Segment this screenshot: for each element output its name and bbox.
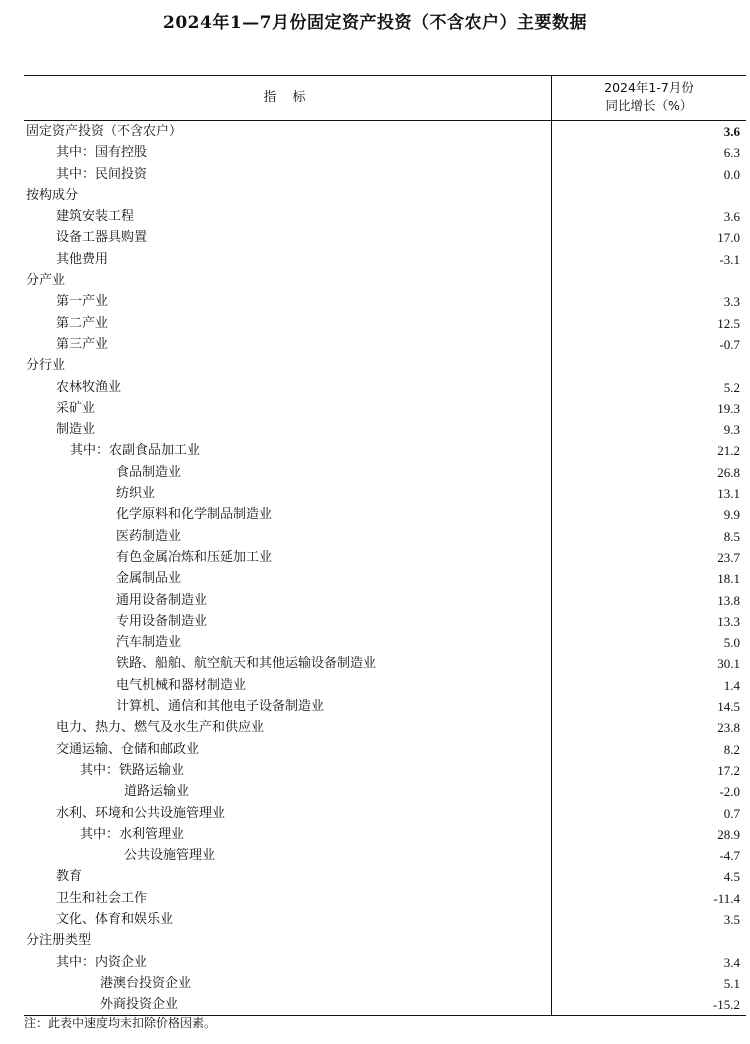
table-row [24,845,746,866]
row-value: 23.7 [717,549,740,565]
row-label: 化学原料和化学制品制造业 [116,507,273,523]
row-label: 建筑安装工程 [56,209,135,225]
row-value: 8.5 [723,528,740,544]
row-value: 0.7 [723,805,740,821]
row-value: 4.5 [723,869,740,885]
row-label: 铁路、船舶、航空航天和其他运输设备制造业 [116,656,377,672]
data-table [24,75,746,1016]
row-value: 5.1 [723,975,740,991]
row-label: 其中：农副食品加工业 [70,443,201,459]
row-label: 通用设备制造业 [116,592,208,608]
row-label: 港澳台投资企业 [100,975,192,991]
row-label: 水利、环境和公共设施管理业 [56,805,226,821]
row-value: 9.3 [723,422,740,438]
row-value: 1.4 [723,677,740,693]
table-row [24,547,746,568]
row-value: 18.1 [717,571,740,587]
row-value: 13.1 [717,486,740,502]
row-label: 采矿业 [56,400,96,416]
table-row [24,526,746,547]
table-row [24,377,746,398]
table-row [24,590,746,611]
table-row [24,164,746,185]
table-row [24,803,746,824]
row-value: 5.0 [723,635,740,651]
row-value: -2.0 [719,784,740,800]
table-row [24,973,746,994]
row-label: 教育 [56,869,83,885]
table-row [24,291,746,312]
row-value: -0.7 [719,336,740,352]
row-value: 3.6 [723,124,740,139]
table-row [24,611,746,632]
table-row [24,334,746,355]
row-value: 8.2 [723,741,740,757]
row-label: 电气机械和器材制造业 [116,677,247,693]
row-label: 设备工器具购置 [56,230,148,246]
row-value: 6.3 [723,145,740,161]
row-value: -3.1 [719,251,740,267]
header-growth-column [552,79,746,115]
row-label: 文化、体育和娱乐业 [56,911,174,927]
row-label: 纺织业 [116,486,156,502]
row-label: 有色金属冶炼和压延加工业 [116,549,273,565]
row-label: 制造业 [56,422,96,438]
table-row [24,568,746,589]
row-label: 其中：国有控股 [56,145,148,161]
row-label: 道路运输业 [124,784,190,800]
row-label: 第二产业 [56,315,109,331]
table-row [24,227,746,248]
row-label: 汽车制造业 [116,635,182,651]
row-label: 其中：铁路运输业 [80,762,185,778]
row-label: 电力、热力、燃气及水生产和供应业 [56,720,265,736]
row-label: 食品制造业 [116,464,182,480]
row-value: 12.5 [717,315,740,331]
row-label: 农林牧渔业 [56,379,122,395]
row-label: 分行业 [26,358,66,374]
table-row [24,483,746,504]
table-row [24,504,746,525]
row-value: 30.1 [717,656,740,672]
table-body [24,121,746,1016]
row-value: 14.5 [717,699,740,715]
table-row [24,760,746,781]
table-row [24,930,746,951]
row-value: 17.2 [717,762,740,778]
header-col-line2: 同比增长（%） [605,98,693,113]
row-label: 金属制品业 [116,571,182,587]
table-row [24,206,746,227]
row-label: 固定资产投资（不含农户） [26,124,183,139]
table-row [24,419,746,440]
table-row [24,142,746,163]
footnote: 注：此表中速度均未扣除价格因素。 [24,1016,217,1030]
row-value: 19.3 [717,400,740,416]
row-label: 其中：内资企业 [56,954,148,970]
row-value: 9.9 [723,507,740,523]
row-label: 其中：民间投资 [56,166,148,182]
row-label: 专用设备制造业 [116,613,208,629]
table-row [24,717,746,738]
header-indicator: 指 标 [24,76,552,120]
row-label: 其他费用 [56,251,109,267]
table-row [24,739,746,760]
row-label: 分注册类型 [26,933,92,949]
row-label: 按构成分 [26,187,79,203]
table-header [24,76,746,121]
row-label: 外商投资企业 [100,997,179,1013]
row-label: 分产业 [26,273,66,289]
table-row [24,313,746,334]
table-row [24,440,746,461]
table-row [24,781,746,802]
row-value: 3.4 [723,954,740,970]
table-row [24,270,746,291]
table-row [24,824,746,845]
row-value: 13.8 [717,592,740,608]
row-label: 第一产业 [56,294,109,310]
row-value: 3.3 [723,294,740,310]
row-value: 23.8 [717,720,740,736]
table-row [24,675,746,696]
row-label: 第三产业 [56,336,109,352]
row-label: 其中：水利管理业 [80,826,185,842]
row-label: 交通运输、仓储和邮政业 [56,741,200,757]
row-value: 17.0 [717,230,740,246]
row-value: 5.2 [723,379,740,395]
table-row [24,994,746,1015]
row-label: 计算机、通信和其他电子设备制造业 [116,699,325,715]
row-value: -15.2 [712,997,740,1013]
table-row [24,888,746,909]
page-title: 2024年1—7月份固定资产投资（不含农户）主要数据 [163,13,587,33]
row-value: 13.3 [717,613,740,629]
table-row [24,355,746,376]
row-value: -11.4 [713,890,740,906]
header-col-line1: 2024年1-7月份 [604,80,694,95]
row-value: 28.9 [717,826,740,842]
table-row [24,462,746,483]
row-label: 医药制造业 [116,528,182,544]
table-row [24,696,746,717]
table-row [24,866,746,887]
table-row [24,185,746,206]
row-value: 3.5 [723,911,740,927]
table-row [24,909,746,930]
table-row [24,632,746,653]
table-row [24,121,746,142]
row-label: 公共设施管理业 [124,848,216,864]
table-row [24,249,746,270]
table-row [24,952,746,973]
row-value: -4.7 [719,848,740,864]
row-value: 3.6 [723,209,740,225]
row-label: 卫生和社会工作 [56,890,148,906]
table-row [24,398,746,419]
row-value: 21.2 [717,443,740,459]
row-value: 26.8 [717,464,740,480]
row-value: 0.0 [723,166,740,182]
table-row [24,653,746,674]
